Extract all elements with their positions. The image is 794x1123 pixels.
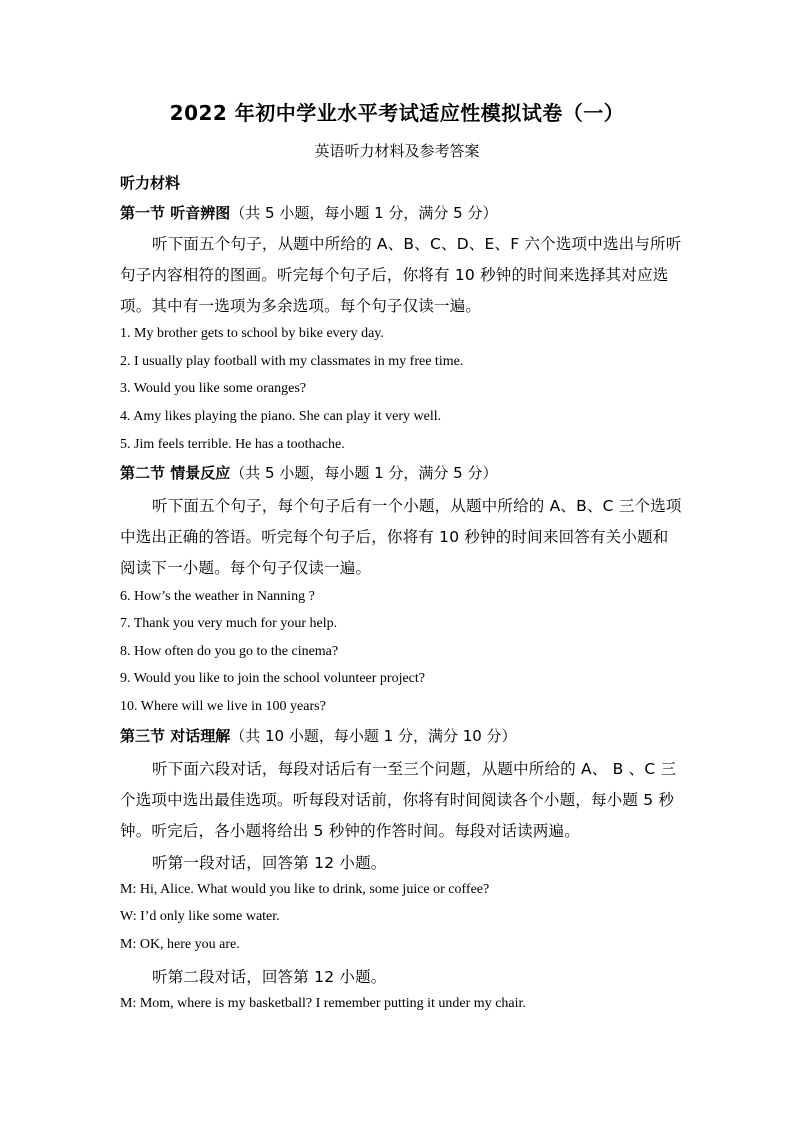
section-1-item: 2. I usually play football with my classmates in my free time. bbox=[120, 354, 464, 369]
dialog-line: W: I’d only like some water. bbox=[120, 909, 280, 924]
section-1-heading bbox=[120, 202, 497, 223]
section-2-note: （共 5 小题，每小题 1 分，满分 5 分） bbox=[230, 464, 498, 482]
dialog-line: M: Hi, Alice. What would you like to drink, some juice or coffee? bbox=[120, 882, 490, 897]
dialog-line: M: OK, here you are. bbox=[120, 937, 240, 952]
section-1-item: 5. Jim feels terrible. He has a toothache. bbox=[120, 437, 345, 452]
page-subtitle: 英语听力材料及参考答案 bbox=[314, 142, 480, 160]
section-2-instruction-line: 中选出正确的答语。听完每个句子后，你将有 10 秒钟的时间来回答有关小题和 bbox=[120, 528, 669, 546]
section-2-instruction-line: 阅读下一小题。每个句子仅读一遍。 bbox=[120, 559, 372, 577]
page-title: 2022 年初中学业水平考试适应性模拟试卷（一） bbox=[169, 101, 625, 125]
section-2-item: 8. How often do you go to the cinema? bbox=[120, 644, 339, 659]
section-2-heading bbox=[120, 462, 497, 483]
section-3-note: （共 10 小题，每小题 1 分，满分 10 分） bbox=[230, 727, 517, 745]
section-2-item: 9. Would you like to join the school volunteer project? bbox=[120, 671, 425, 686]
section-1-instruction-line: 听下面五个句子，从题中所给的 A、B、C、D、E、F 六个选项中选出与所听 bbox=[152, 235, 682, 253]
section-3-instruction-line: 听下面六段对话，每段对话后有一至三个问题，从题中所给的 A、 B 、C 三 bbox=[152, 760, 677, 778]
dialog-line: M: Mom, where is my basketball? I remember putting it under my chair. bbox=[120, 996, 526, 1011]
section-1-instruction-line: 句子内容相符的图画。听完每个句子后，你将有 10 秒钟的时间来选择其对应选 bbox=[120, 266, 669, 284]
section-1-title: 第一节 听音辨图 bbox=[120, 204, 231, 222]
section-3-instruction-line: 个选项中选出最佳选项。听每段对话前，你将有时间阅读各个小题，每小题 5 秒 bbox=[120, 791, 675, 809]
section-1-item: 1. My brother gets to school by bike every day. bbox=[120, 326, 384, 341]
section-2-instruction-line: 听下面五个句子，每个句子后有一个小题，从题中所给的 A、B、C 三个选项 bbox=[152, 497, 682, 515]
section-2-item: 10. Where will we live in 100 years? bbox=[120, 699, 326, 714]
section-2-item: 7. Thank you very much for your help. bbox=[120, 616, 338, 631]
section-1-item: 4. Amy likes playing the piano. She can play it very well. bbox=[120, 409, 442, 424]
section-3-heading bbox=[120, 725, 517, 746]
section-1-item: 3. Would you like some oranges? bbox=[120, 381, 307, 396]
section-3-title: 第三节 对话理解 bbox=[120, 727, 231, 745]
dialog-1-intro: 听第一段对话，回答第 12 小题。 bbox=[152, 854, 387, 872]
section-1-instruction-line: 项。其中有一选项为多余选项。每个句子仅读一遍。 bbox=[120, 297, 482, 315]
dialog-2-intro: 听第二段对话，回答第 12 小题。 bbox=[152, 968, 387, 986]
section-2-title: 第二节 情景反应 bbox=[120, 464, 231, 482]
section-1-note: （共 5 小题，每小题 1 分，满分 5 分） bbox=[230, 204, 498, 222]
section-2-item: 6. How’s the weather in Nanning ? bbox=[120, 589, 315, 604]
section-header: 听力材料 bbox=[120, 174, 181, 192]
section-3-instruction-line: 钟。听完后，各小题将给出 5 秒钟的作答时间。每段对话读两遍。 bbox=[120, 822, 580, 840]
